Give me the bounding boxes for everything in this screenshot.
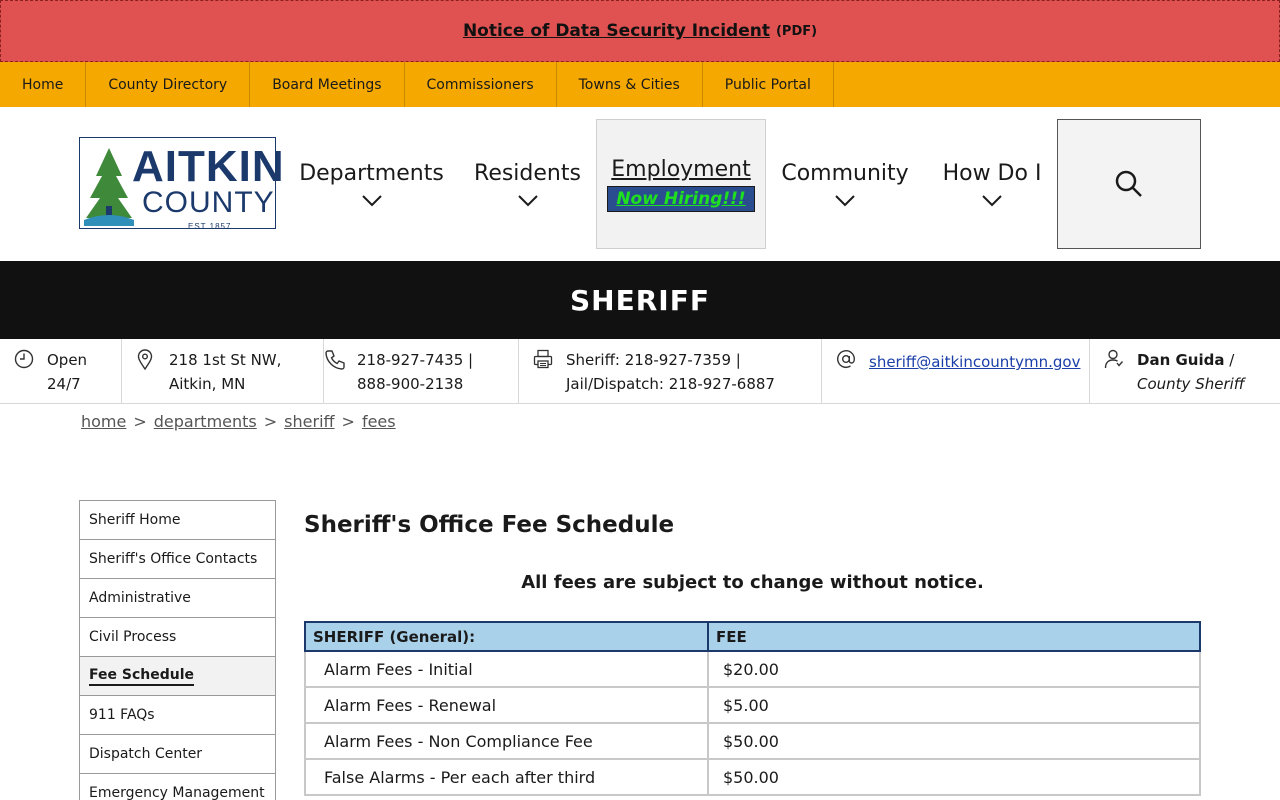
- table-row: [305, 723, 1200, 759]
- phone-line2[interactable]: 888-900-2138: [357, 375, 464, 393]
- breadcrumb-home[interactable]: home: [81, 412, 127, 431]
- nav-community[interactable]: [780, 119, 910, 249]
- side-nav-civil-process[interactable]: [80, 618, 275, 657]
- section-side-nav: [79, 500, 276, 800]
- now-hiring-text: Now Hiring!!!: [616, 188, 746, 209]
- logo-aitkin-text: AITKIN: [132, 142, 285, 191]
- table-cell-fee: $20.00: [708, 651, 1200, 687]
- table-header-fee: FEE: [708, 622, 1200, 651]
- util-nav-towns-cities[interactable]: Towns & Cities: [557, 62, 703, 107]
- info-email: [822, 339, 1090, 404]
- side-nav-label: Administrative: [89, 590, 191, 606]
- pdf-label: (PDF): [775, 23, 818, 39]
- side-nav-label: Dispatch Center: [89, 746, 203, 762]
- side-nav-fee-schedule[interactable]: [80, 657, 275, 696]
- contact-separator: /: [1224, 351, 1235, 369]
- page-title-band: [0, 261, 1280, 339]
- logo-est-text: EST 1857: [188, 222, 232, 231]
- table-cell-fee: $50.00: [708, 759, 1200, 795]
- table-cell-fee: $50.00: [708, 723, 1200, 759]
- address-line2: Aitkin, MN: [169, 375, 246, 393]
- table-cell-item: False Alarms - Per each after third: [305, 759, 708, 795]
- nav-residents-label: Residents: [474, 160, 581, 186]
- table-cell-fee: $5.00: [708, 687, 1200, 723]
- info-phone: [324, 339, 519, 404]
- breadcrumb-separator: >: [133, 412, 147, 431]
- breadcrumb-fees[interactable]: fees: [361, 412, 396, 431]
- breadcrumb-separator: >: [341, 412, 355, 431]
- utility-nav: [0, 62, 1280, 107]
- phone-icon: [324, 349, 346, 371]
- nav-employment-label: Employment: [611, 156, 751, 182]
- contact-info-bar: [0, 339, 1280, 404]
- county-logo[interactable]: [79, 137, 285, 231]
- util-nav-public-portal[interactable]: Public Portal: [703, 62, 834, 107]
- info-contact: [1090, 339, 1280, 404]
- util-nav-commissioners[interactable]: Commissioners: [405, 62, 557, 107]
- nav-community-label: Community: [781, 160, 909, 186]
- side-nav-label: Emergency Management: [89, 785, 265, 800]
- table-header-item: SHERIFF (General):: [305, 622, 708, 651]
- chevron-down-icon: [361, 194, 383, 208]
- info-hours: [0, 339, 122, 404]
- side-nav-administrative[interactable]: [80, 579, 275, 618]
- fax-line2: Jail/Dispatch: 218-927-6887: [566, 375, 775, 393]
- user-badge-icon: [1104, 349, 1124, 369]
- data-security-notice-link[interactable]: Notice of Data Security Incident: [462, 21, 770, 41]
- side-nav-emergency-management[interactable]: [80, 774, 275, 800]
- util-nav-board-meetings[interactable]: Board Meetings: [250, 62, 404, 107]
- breadcrumb-sheriff[interactable]: sheriff: [284, 412, 335, 431]
- side-nav-sheriff-home[interactable]: [80, 501, 275, 540]
- util-nav-home[interactable]: Home: [0, 62, 86, 107]
- fee-table: [304, 621, 1201, 796]
- breadcrumb: [81, 412, 396, 431]
- table-cell-item: Alarm Fees - Renewal: [305, 687, 708, 723]
- hours-line1: Open: [47, 351, 88, 369]
- nav-residents[interactable]: [470, 119, 585, 249]
- email-link[interactable]: sheriff@aitkincountymn.gov: [869, 353, 1081, 371]
- search-icon: [1114, 169, 1144, 199]
- table-row: [305, 651, 1200, 687]
- now-hiring-badge[interactable]: [607, 186, 754, 212]
- table-header-row: [305, 622, 1200, 651]
- address-line1: 218 1st St NW,: [169, 351, 282, 369]
- breadcrumb-departments[interactable]: departments: [153, 412, 257, 431]
- info-address: [122, 339, 324, 404]
- table-row: [305, 687, 1200, 723]
- clock-icon: [14, 349, 34, 369]
- chevron-down-icon: [834, 194, 856, 208]
- nav-employment[interactable]: [596, 119, 766, 249]
- util-nav-county-directory[interactable]: County Directory: [86, 62, 250, 107]
- at-icon: [836, 349, 856, 369]
- side-nav-label: Sheriff Home: [89, 512, 181, 528]
- side-nav-dispatch-center[interactable]: [80, 735, 275, 774]
- nav-how-do-i-label: How Do I: [942, 160, 1042, 186]
- breadcrumb-separator: >: [263, 412, 278, 431]
- contact-name: Dan Guida: [1137, 351, 1225, 369]
- alert-banner: [0, 0, 1280, 62]
- nav-departments[interactable]: [299, 119, 444, 249]
- contact-title: County Sheriff: [1137, 375, 1245, 393]
- fax-icon: [533, 349, 553, 369]
- nav-how-do-i[interactable]: [940, 119, 1044, 249]
- map-pin-icon: [137, 349, 153, 370]
- nav-departments-label: Departments: [299, 160, 444, 186]
- side-nav-contacts[interactable]: [80, 540, 275, 579]
- fax-line1: Sheriff: 218-927-7359 |: [566, 351, 741, 369]
- side-nav-label: Sheriff's Office Contacts: [89, 551, 258, 567]
- search-button[interactable]: [1057, 119, 1201, 249]
- side-nav-label: Civil Process: [89, 629, 177, 645]
- hours-line2: 24/7: [47, 375, 81, 393]
- table-cell-item: Alarm Fees - Non Compliance Fee: [305, 723, 708, 759]
- side-nav-label: Fee Schedule: [89, 667, 194, 686]
- logo-county-text: COUNTY: [142, 186, 275, 219]
- chevron-down-icon: [981, 194, 1003, 208]
- phone-line1[interactable]: 218-927-7435 |: [357, 351, 474, 369]
- side-nav-911-faqs[interactable]: [80, 696, 275, 735]
- side-nav-label: 911 FAQs: [89, 707, 155, 723]
- pine-tree-icon: [84, 146, 134, 226]
- table-cell-item: Alarm Fees - Initial: [305, 651, 708, 687]
- table-row: [305, 759, 1200, 795]
- content-heading: Sheriff's Office Fee Schedule: [304, 512, 675, 538]
- page-title: SHERIFF: [570, 283, 710, 317]
- chevron-down-icon: [517, 194, 539, 208]
- info-fax: [519, 339, 822, 404]
- fee-notice: All fees are subject to change without notice.: [521, 572, 984, 593]
- site-header: [0, 107, 1280, 261]
